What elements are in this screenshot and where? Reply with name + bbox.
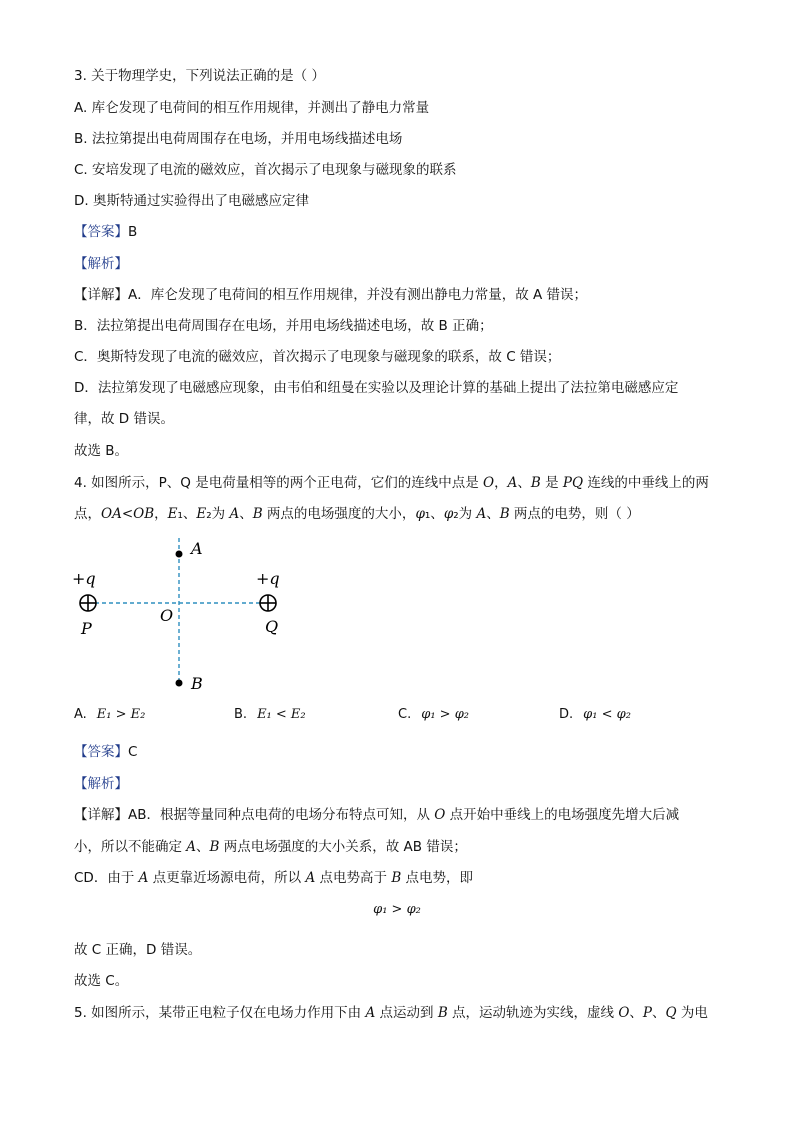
q3-detail-line: B．法拉第提出电荷周围存在电场，并用电场线描述电场，故 B 正确；	[74, 318, 493, 334]
q4-answer	[74, 743, 137, 761]
q4-stem-line1: 4. 如图所示，P、Q 是电荷量相等的两个正电荷，它们的连线中点是 O，A、B 是 PQ 连线的中垂线上的两	[74, 475, 709, 491]
answer-tag: 【答案】	[74, 744, 128, 760]
label-q: Q	[265, 617, 279, 636]
q3-stem: 3. 关于物理学史，下列说法正确的是（ ）	[74, 68, 325, 84]
q3-detail-line: D．法拉第发现了电磁感应现象，由韦伯和纽曼在实验以及理论计算的基础上提出了法拉第电磁感应定	[74, 380, 679, 396]
q3-option-d: D. 奥斯特通过实验得出了电磁感应定律	[74, 193, 309, 209]
q3-detail-line: 律，故 D 错误。	[74, 411, 174, 427]
q4-option-a: A. E₁ > E₂	[74, 707, 146, 722]
q4-analysis-tag	[74, 775, 128, 793]
answer-tag: 【答案】	[74, 224, 128, 240]
q4-detail-line: 小，所以不能确定 A、B 两点电场强度的大小关系，故 AB 错误；	[74, 839, 467, 855]
q3-conclusion: 故选 B。	[74, 443, 129, 459]
q3-detail-line: C．奥斯特发现了电流的磁效应，首次揭示了电现象与磁现象的联系，故 C 错误；	[74, 349, 561, 365]
label-a: A	[191, 539, 203, 558]
q3-option-a: A. 库仑发现了电荷间的相互作用规律，并测出了静电力常量	[74, 100, 430, 116]
label-b: B	[191, 674, 203, 693]
answer-value: C	[128, 744, 138, 760]
q4-detail-line: 【详解】AB．根据等量同种点电荷的电场分布特点可知，从 O 点开始中垂线上的电场强度先增大后减	[74, 807, 680, 823]
detail-tag: 【详解】	[74, 807, 128, 823]
analysis-tag: 【解析】	[74, 776, 128, 792]
charge-label-right: +q	[256, 569, 280, 588]
q4-conclusion: 故选 C。	[74, 973, 129, 989]
point-a-dot	[176, 551, 183, 558]
q4-option-d: D. φ₁ < φ₂	[559, 707, 631, 722]
charge-label-left: +q	[72, 569, 96, 588]
answer-value: B	[128, 224, 138, 240]
charge-p-symbol	[80, 595, 96, 611]
analysis-tag: 【解析】	[74, 256, 128, 272]
label-o: O	[160, 606, 174, 625]
q4-detail-line: CD．由于 A 点更靠近场源电荷，所以 A 点电势高于 B 点电势，即	[74, 870, 474, 886]
detail-text: A．库仑发现了电荷间的相互作用规律，并没有测出静电力常量，故 A 错误；	[128, 287, 588, 303]
q4-detail-line: 故 C 正确，D 错误。	[74, 942, 202, 958]
q4-stem-line2: 点，OA<OB，E₁、E₂为 A、B 两点的电场强度的大小，φ₁、φ₂为 A、B 两点的电势，则（ ）	[74, 506, 640, 522]
label-p: P	[81, 619, 92, 638]
q4-option-b: B. E₁ < E₂	[234, 707, 306, 722]
q3-option-c: C. 安培发现了电流的磁效应，首次揭示了电现象与磁现象的联系	[74, 162, 457, 178]
q5-stem: 5. 如图所示，某带正电粒子仅在电场力作用下由 A 点运动到 B 点，运动轨迹为实线，虚线 O、P、Q 为电	[74, 1005, 708, 1021]
point-b-dot	[176, 680, 183, 687]
detail-tag: 【详解】	[74, 287, 128, 303]
q3-option-b: B. 法拉第提出电荷周围存在电场，并用电场线描述电场	[74, 131, 403, 147]
charge-q-symbol	[260, 595, 276, 611]
q4-equation: φ₁ > φ₂	[373, 902, 421, 917]
q4-option-c: C. φ₁ > φ₂	[398, 707, 470, 722]
